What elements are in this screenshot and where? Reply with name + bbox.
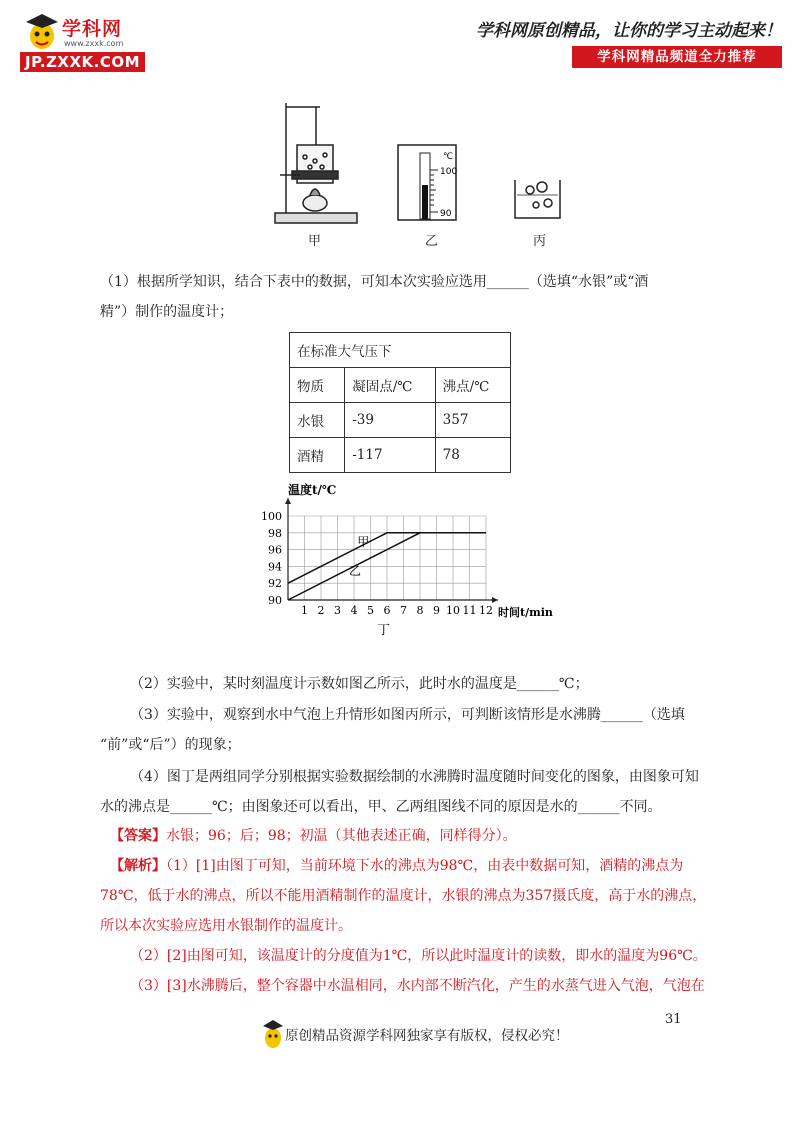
answer-text: 水银；96；后；98；初温（其他表述正确，同样得分）。 xyxy=(166,828,517,844)
series-label: 甲 xyxy=(357,535,370,550)
table-header-cell: 沸点/℃ xyxy=(435,368,510,403)
figure-bing-beaker xyxy=(515,180,560,218)
x-tick-label: 6 xyxy=(383,604,391,617)
header-banner: 学科网精品频道全力推荐 xyxy=(572,46,782,68)
thermo-90: 90 xyxy=(440,209,452,219)
question-3-line2: “前”或“后”）的现象； xyxy=(100,737,241,753)
logo-title: 学科网 xyxy=(62,18,123,40)
x-axis-arrow xyxy=(492,597,498,603)
temperature-time-chart xyxy=(250,480,570,640)
x-tick-label: 5 xyxy=(367,604,374,617)
table-row xyxy=(290,438,511,473)
x-tick-label: 2 xyxy=(317,604,325,617)
series-label: 乙 xyxy=(349,563,362,578)
analysis-line3: 所以本次实验应选用水银制作的温度计。 xyxy=(100,918,352,934)
x-tick-label: 8 xyxy=(416,604,424,617)
table-caption: 在标准大气压下 xyxy=(290,333,511,368)
answer-tag: 【答案】 xyxy=(110,828,166,844)
x-tick-label: 11 xyxy=(462,604,477,617)
table-cell: 357 xyxy=(435,403,510,438)
y-tick-label: 92 xyxy=(268,577,282,591)
x-tick-label: 12 xyxy=(479,604,493,617)
y-axis-label: 温度t/℃ xyxy=(288,483,337,497)
analysis-tag: 【解析】 xyxy=(110,858,166,874)
analysis-line4: （2）[2]由图可知，该温度计的分度值为1℃，所以此时温度计的读数，即水的温度为96℃。 xyxy=(130,948,707,964)
thermo-100: 100 xyxy=(440,167,458,177)
analysis-line1 xyxy=(110,856,683,876)
logo-site[interactable]: JP.ZXXK.COM xyxy=(20,52,145,72)
question-4-line2: 水的沸点是______℃；由图象还可以看出，甲、乙两组图线不同的原因是水的______不同。 xyxy=(100,799,662,815)
table-cell: 78 xyxy=(435,438,510,473)
figure-label-jia: 甲 xyxy=(308,234,322,249)
x-tick-label: 10 xyxy=(446,604,460,617)
analysis-text-1: （1）[1]由图丁可知，当前环境下水的沸点为98℃，由表中数据可知，酒精的沸点为 xyxy=(166,858,684,874)
y-tick-label: 96 xyxy=(268,543,282,557)
y-tick-label: 90 xyxy=(268,594,282,607)
logo-url: www.zxxk.com xyxy=(64,39,124,48)
y-axis-arrow xyxy=(285,498,291,504)
table-cell: -39 xyxy=(345,403,435,438)
question-4-line1: （4）图丁是两组同学分别根据实验数据绘制的水沸腾时温度随时间变化的图象，由图象可知 xyxy=(130,769,699,785)
footer-mascot-icon xyxy=(262,1018,284,1052)
x-tick-label: 1 xyxy=(301,604,308,617)
analysis-line2: 78℃，低于水的沸点，所以不能用酒精制作的温度计，水银的沸点为357摄氏度，高于水的沸点， xyxy=(100,888,707,904)
figure-label-bing: 丙 xyxy=(533,234,547,249)
question-1-line1: （1）根据所学知识，结合下表中的数据，可知本次实验应选用______（选填“水银”或“酒 xyxy=(100,274,649,290)
question-1-line2: 精”）制作的温度计； xyxy=(100,304,234,320)
table-row xyxy=(290,403,511,438)
y-tick-label: 100 xyxy=(261,510,282,523)
figure-jia-apparatus xyxy=(275,103,357,223)
data-table xyxy=(289,332,511,473)
table-header-cell: 凝固点/℃ xyxy=(345,368,435,403)
x-tick-label: 9 xyxy=(433,604,440,617)
figure-label-yi: 乙 xyxy=(425,234,439,249)
table-cell: -117 xyxy=(345,438,435,473)
figure-yi-thermometer xyxy=(398,145,457,220)
table-cell: 水银 xyxy=(290,403,345,438)
x-tick-label: 3 xyxy=(334,604,341,617)
footer-copyright: 原创精品资源学科网独家享有版权，侵权必究！ xyxy=(285,1028,569,1044)
answer-line xyxy=(110,826,517,846)
apparatus-figure xyxy=(270,95,570,245)
x-tick-label: 7 xyxy=(400,604,407,617)
question-3-line1: （3）实验中，观察到水中气泡上升情形如图丙所示，可判断该情形是水沸腾______（选填 xyxy=(130,707,685,723)
x-axis-label: 时间t/min xyxy=(498,606,553,619)
header-slogan: 学科网原创精品，让你的学习主动起来！ xyxy=(476,21,782,41)
y-tick-label: 98 xyxy=(268,526,282,540)
mascot-icon xyxy=(20,12,64,52)
thermo-unit: ℃ xyxy=(443,152,454,162)
chart-caption: 丁 xyxy=(377,623,391,638)
analysis-line5: （3）[3]水沸腾后，整个容器中水温相同，水内部不断汽化，产生的水蒸气进入气泡，气泡在 xyxy=(130,978,705,994)
page-number: 31 xyxy=(665,1012,682,1027)
table-header-cell: 物质 xyxy=(290,368,345,403)
question-2: （2）实验中，某时刻温度计示数如图乙所示，此时水的温度是______℃； xyxy=(130,676,589,692)
table-cell: 酒精 xyxy=(290,438,345,473)
y-tick-label: 94 xyxy=(268,560,282,574)
x-tick-label: 4 xyxy=(350,604,358,617)
